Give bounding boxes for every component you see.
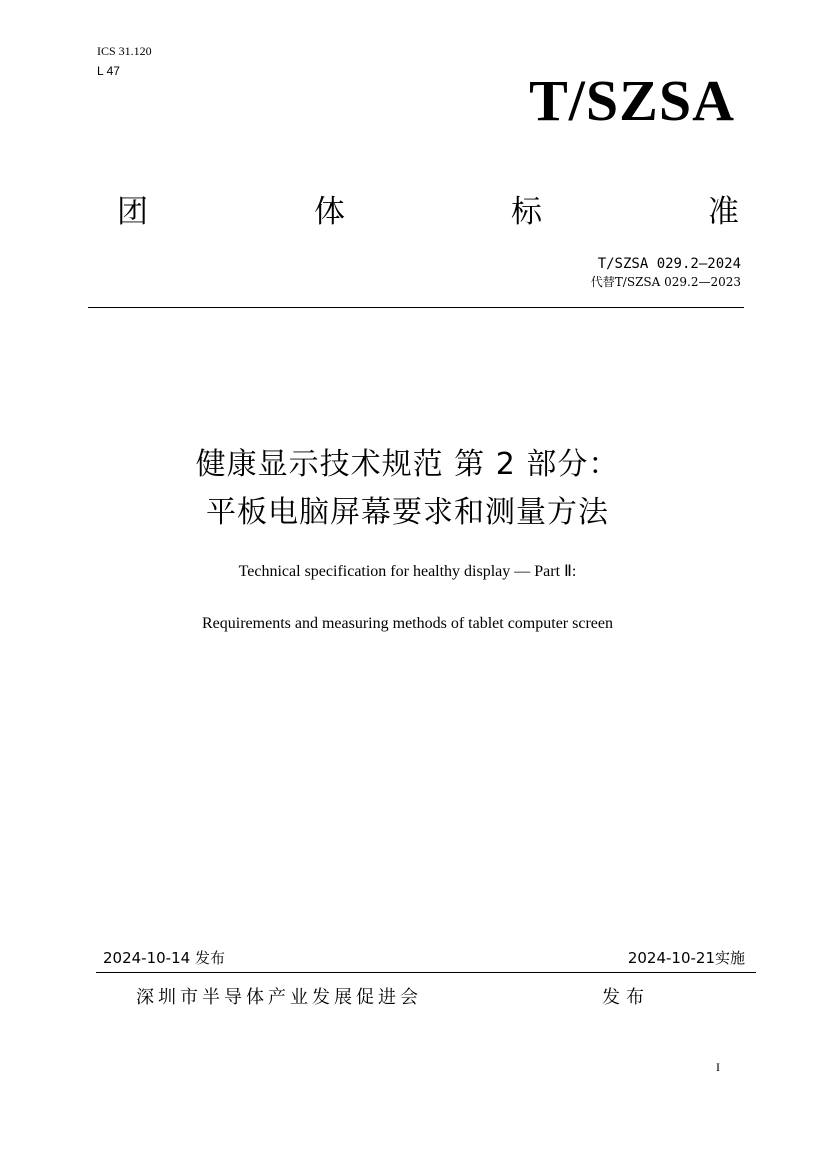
publish-label: 发布 bbox=[602, 987, 650, 1008]
english-title-line-1: Technical specification for healthy display — Part Ⅱ: bbox=[238, 563, 577, 580]
classification-code: L 47 bbox=[97, 64, 120, 78]
implementation-date: 2024-10-21实施 bbox=[627, 949, 745, 967]
issue-date: 2024-10-14 发布 bbox=[103, 949, 225, 967]
standard-type-char: 体 bbox=[314, 194, 345, 230]
publisher-name: 深圳市半导体产业发展促进会 bbox=[136, 987, 422, 1008]
standard-brand: T/SZSA bbox=[529, 68, 735, 133]
ics-code: ICS 31.120 bbox=[97, 44, 152, 58]
page-number: I bbox=[716, 1060, 720, 1074]
standard-type-char: 标 bbox=[511, 194, 542, 230]
english-title-line-2: Requirements and measuring methods of tablet computer screen bbox=[202, 615, 613, 632]
chinese-title-line-2: 平板电脑屏幕要求和测量方法 bbox=[206, 495, 609, 530]
standard-number: T/SZSA 029.2—2024 bbox=[597, 256, 741, 272]
chinese-title-line-1: 健康显示技术规范 第 2 部分： bbox=[195, 447, 620, 482]
footer-divider bbox=[96, 972, 756, 973]
standard-type-char: 准 bbox=[708, 194, 739, 230]
standard-type-char: 团 bbox=[117, 194, 148, 230]
standard-type-heading bbox=[117, 192, 739, 232]
replaces-standard: 代替T/SZSA 029.2—2023 bbox=[590, 275, 741, 289]
header-divider bbox=[88, 307, 744, 308]
